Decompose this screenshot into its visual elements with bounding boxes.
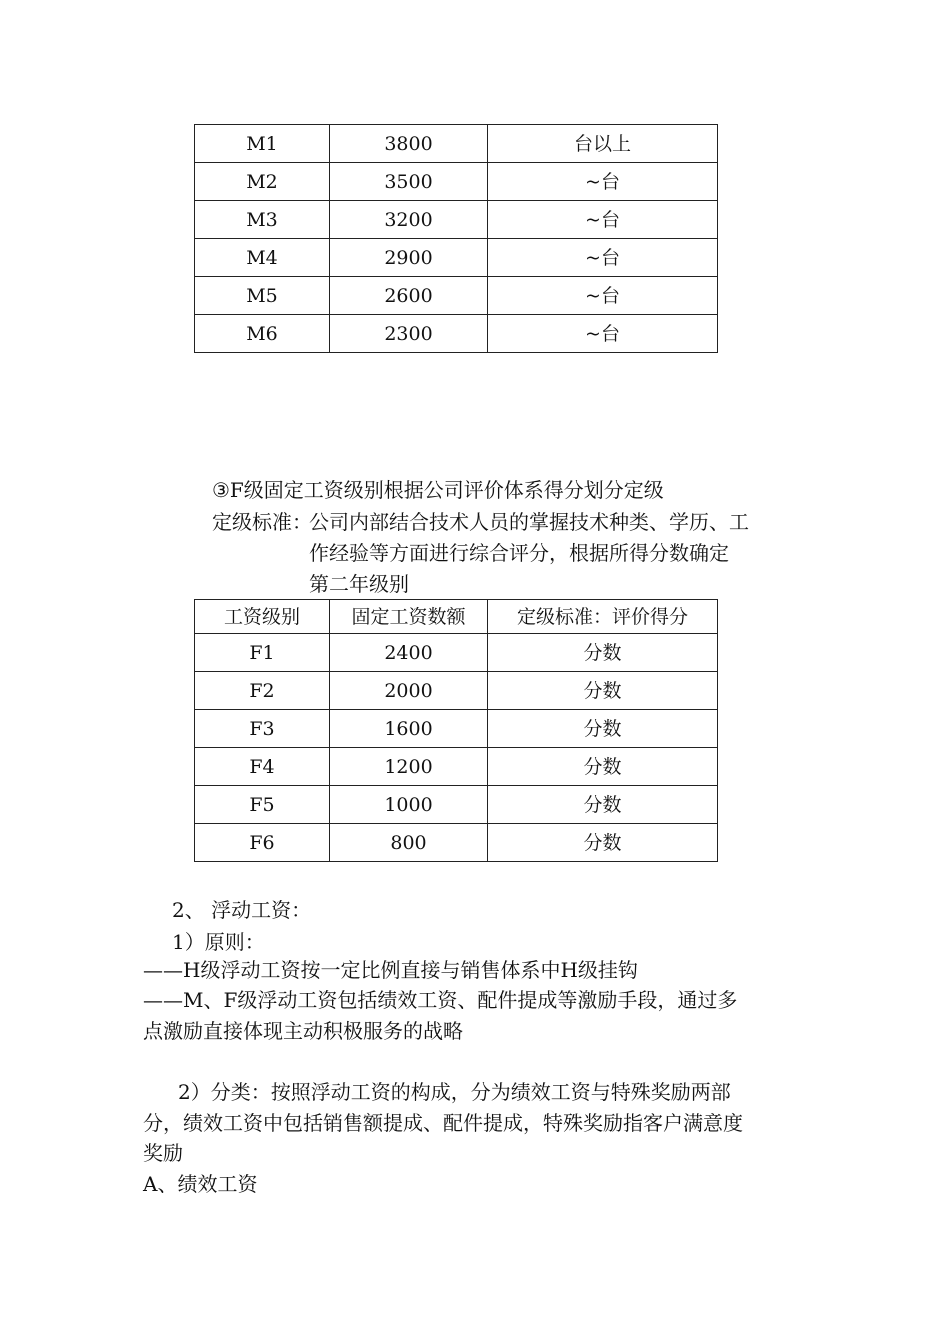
table-cell: 3500 bbox=[330, 163, 488, 201]
table-row bbox=[195, 824, 718, 862]
principle-title: 1）原则： bbox=[172, 930, 265, 954]
table-cell: F4 bbox=[195, 748, 330, 786]
principle-item: ——M、F级浮动工资包括绩效工资、配件提成等激励手段，通过多 bbox=[143, 988, 738, 1012]
table-cell: F1 bbox=[195, 634, 330, 672]
table-row bbox=[195, 634, 718, 672]
table-cell: ~台 bbox=[488, 277, 718, 315]
table-cell: 分数 bbox=[488, 710, 718, 748]
column-header: 定级标准：评价得分 bbox=[488, 600, 718, 634]
table-row bbox=[195, 201, 718, 239]
table-row bbox=[195, 315, 718, 353]
table-cell: M4 bbox=[195, 239, 330, 277]
table-cell: 台以上 bbox=[488, 125, 718, 163]
table-cell: 3200 bbox=[330, 201, 488, 239]
standard-label: 定级标准： bbox=[212, 510, 312, 534]
table-cell: 分数 bbox=[488, 672, 718, 710]
table-cell: 800 bbox=[330, 824, 488, 862]
classification-line: 2）分类：按照浮动工资的构成，分为绩效工资与特殊奖励两部 bbox=[178, 1080, 731, 1104]
table-row bbox=[195, 748, 718, 786]
table-row bbox=[195, 163, 718, 201]
table-cell: M1 bbox=[195, 125, 330, 163]
table-cell: M6 bbox=[195, 315, 330, 353]
table-cell: 1000 bbox=[330, 786, 488, 824]
table-row bbox=[195, 277, 718, 315]
table-cell: 分数 bbox=[488, 824, 718, 862]
table-cell: 1200 bbox=[330, 748, 488, 786]
table-cell: M2 bbox=[195, 163, 330, 201]
performance-wage-title: A、绩效工资 bbox=[143, 1172, 258, 1196]
f-level-heading: ③F级固定工资级别根据公司评价体系得分划分定级 bbox=[212, 478, 664, 502]
table-cell: 2600 bbox=[330, 277, 488, 315]
table-header-row bbox=[195, 600, 718, 634]
m-level-table bbox=[194, 124, 718, 353]
table-cell: 1600 bbox=[330, 710, 488, 748]
table-cell: M3 bbox=[195, 201, 330, 239]
table-row bbox=[195, 239, 718, 277]
table-cell: F6 bbox=[195, 824, 330, 862]
table-row bbox=[195, 672, 718, 710]
table-cell: ~台 bbox=[488, 239, 718, 277]
table-row bbox=[195, 786, 718, 824]
column-header: 固定工资数额 bbox=[330, 600, 488, 634]
table-cell: F3 bbox=[195, 710, 330, 748]
table-cell: ~台 bbox=[488, 163, 718, 201]
standard-text-line: 作经验等方面进行综合评分，根据所得分数确定 bbox=[309, 541, 729, 565]
standard-text-line: 第二年级别 bbox=[309, 572, 409, 596]
table-cell: ~台 bbox=[488, 315, 718, 353]
table-cell: F2 bbox=[195, 672, 330, 710]
principle-item-continued: 点激励直接体现主动积极服务的战略 bbox=[143, 1019, 463, 1043]
table-cell: 2300 bbox=[330, 315, 488, 353]
f-level-table bbox=[194, 599, 718, 862]
principle-item: ——H级浮动工资按一定比例直接与销售体系中H级挂钩 bbox=[143, 958, 638, 982]
table-cell: 分数 bbox=[488, 786, 718, 824]
table-cell: 分数 bbox=[488, 634, 718, 672]
classification-line: 奖励 bbox=[143, 1141, 183, 1165]
table-cell: 分数 bbox=[488, 748, 718, 786]
floating-wage-title: 2、 浮动工资： bbox=[172, 898, 312, 922]
table-cell: M5 bbox=[195, 277, 330, 315]
table-cell: 2900 bbox=[330, 239, 488, 277]
classification-line: 分，绩效工资中包括销售额提成、配件提成，特殊奖励指客户满意度 bbox=[143, 1111, 743, 1135]
table-row bbox=[195, 710, 718, 748]
table-cell: ~台 bbox=[488, 201, 718, 239]
table-cell: 2000 bbox=[330, 672, 488, 710]
standard-text-line: 公司内部结合技术人员的掌握技术种类、学历、工 bbox=[309, 510, 749, 534]
table-cell: 3800 bbox=[330, 125, 488, 163]
table-cell: 2400 bbox=[330, 634, 488, 672]
table-cell: F5 bbox=[195, 786, 330, 824]
table-row bbox=[195, 125, 718, 163]
column-header: 工资级别 bbox=[195, 600, 330, 634]
